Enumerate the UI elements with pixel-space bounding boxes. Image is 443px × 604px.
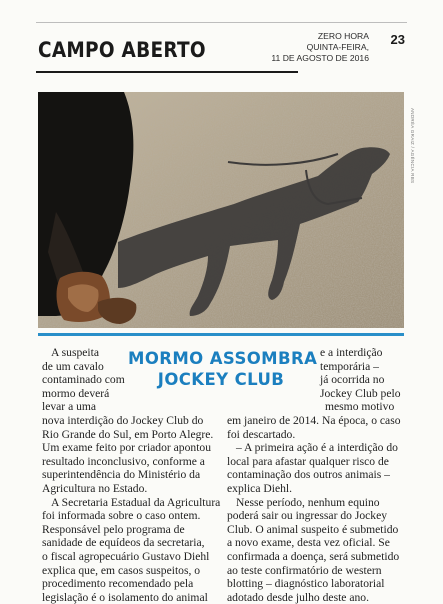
column-1-lead xyxy=(42,346,125,414)
text-line: mormo deverá xyxy=(42,386,110,400)
horse-shadow-photo xyxy=(38,92,404,328)
text-line: explica Diehl. xyxy=(227,481,293,495)
text-line: Club. O animal suspeito é submetido xyxy=(227,522,399,536)
text-line: – A primeira ação é a interdição do xyxy=(236,441,398,455)
text-line: explica que, em casos suspeitos, o xyxy=(42,563,201,577)
text-line: já ocorrida no xyxy=(320,373,385,387)
text-line: blotting – diagnóstico laboratorial xyxy=(227,577,385,591)
text-line: Agricultura no Estado. xyxy=(42,481,148,495)
text-line: o fiscal agropecuário Gustavo Diehl xyxy=(42,549,210,563)
text-line: adotado desde julho deste ano. xyxy=(227,590,369,604)
text-line: ao teste confirmatório de western xyxy=(227,563,382,577)
text-line: Jockey Club pelo xyxy=(320,386,401,400)
article-headline xyxy=(128,348,318,390)
section-rule xyxy=(36,71,298,73)
text-line: nova interdição do Jockey Club do xyxy=(42,414,204,427)
text-line: levar a uma xyxy=(42,400,97,414)
text-line: Um exame feito por criador apontou xyxy=(42,441,212,455)
column-1-body xyxy=(42,414,220,604)
text-line: resultado inconclusivo, conforme a xyxy=(42,454,205,468)
text-line: superintendência do Ministério da xyxy=(42,468,201,482)
text-line: temporária – xyxy=(320,359,379,373)
masthead xyxy=(271,31,369,64)
text-line: a novo exame, desta vez oficial. Se xyxy=(227,536,390,550)
text-line: local para afastar qualquer risco de xyxy=(227,454,389,468)
text-line: contaminação dos outros animais – xyxy=(227,468,390,482)
text-line: Responsável pelo programa de xyxy=(42,522,185,536)
text-line: Rio Grande do Sul, em Porto Alegre. xyxy=(42,427,214,441)
masthead-publication: ZERO HORA xyxy=(317,31,369,41)
text-line: de um cavalo xyxy=(42,359,104,373)
text-line: contaminado com xyxy=(42,373,125,387)
column-2-body xyxy=(227,414,401,604)
headline-line: JOCKEY CLUB xyxy=(157,370,285,389)
text-line: mesmo motivo xyxy=(325,400,395,414)
text-line: poderá sair ou ingressar do Jockey xyxy=(227,509,388,523)
page-number: 23 xyxy=(390,32,405,47)
text-line: A Secretaria Estadual da Agricultura xyxy=(51,495,221,509)
text-line: sanidade de equídeos da secretaria, xyxy=(42,536,205,550)
article-photo xyxy=(38,92,404,328)
text-line: procedimento recomendado pela xyxy=(42,577,194,591)
text-line: e a interdição xyxy=(320,346,383,359)
text-line: legislação é o isolamento do animal xyxy=(42,590,208,604)
text-line: A suspeita xyxy=(51,346,99,359)
section-title: CAMPO ABERTO xyxy=(38,38,206,62)
masthead-weekday: QUINTA-FEIRA, xyxy=(306,42,369,52)
top-rule xyxy=(36,22,407,23)
photo-credit: ANDRÉA GRAIZ / AGÊNCIA RBS xyxy=(410,108,415,184)
text-line: Nesse período, nenhum equino xyxy=(236,495,380,509)
column-2-lead xyxy=(320,346,401,414)
text-line: foi descartado. xyxy=(227,427,296,441)
text-line: em janeiro de 2014. Na época, o caso xyxy=(227,414,401,427)
photo-rule xyxy=(38,333,404,336)
text-line: foi informada sobre o caso ontem. xyxy=(42,509,201,523)
headline-line: MORMO ASSOMBRA xyxy=(128,349,318,368)
masthead-date: 11 DE AGOSTO DE 2016 xyxy=(271,53,369,63)
text-line: confirmada a doença, será submetido xyxy=(227,549,400,563)
